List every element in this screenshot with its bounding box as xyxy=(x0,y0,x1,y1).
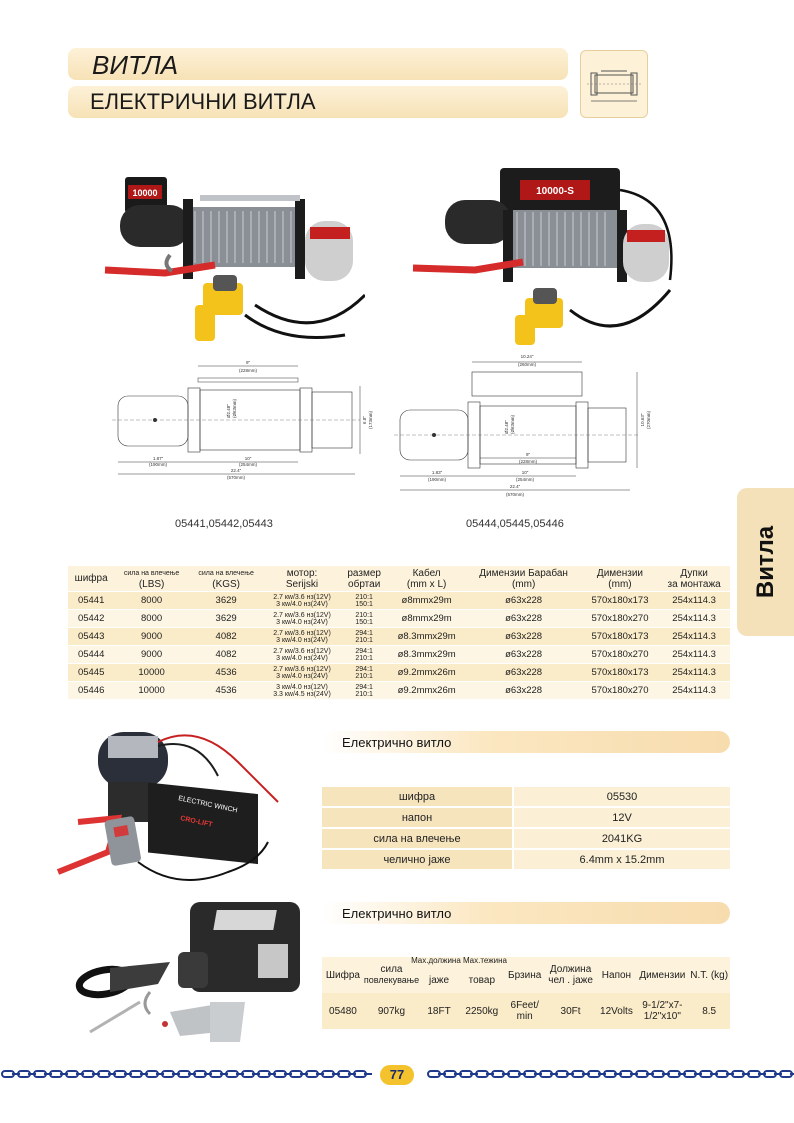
cell-kgs: 4082 xyxy=(189,646,264,664)
dim-d1-mm-left: (190mm) xyxy=(148,462,168,467)
dim-top-left: 9" xyxy=(245,360,251,365)
cell-holes: 254x114.3 xyxy=(658,682,730,700)
cell-dims: 570x180x270 xyxy=(582,610,659,628)
cell-drum: ø63x228 xyxy=(466,628,582,646)
cell-code: 05442 xyxy=(68,610,114,628)
col-s2-weight: товар xyxy=(459,957,505,993)
table-row xyxy=(68,646,730,664)
page-number-badge: 77 xyxy=(380,1065,414,1085)
caption-left-models: 05441,05442,05443 xyxy=(175,518,273,530)
cell-lbs: 9000 xyxy=(114,646,189,664)
dim-total-left: 22.4" xyxy=(230,468,242,473)
cell-drum: ø63x228 xyxy=(466,592,582,610)
col-s2-length: Max.должина Max.тежина јаже xyxy=(419,957,459,993)
side-tab-label: Витла xyxy=(751,525,779,599)
cell-holes: 254x114.3 xyxy=(658,664,730,682)
cell-kgs: 4082 xyxy=(189,628,264,646)
winch-photo-left xyxy=(95,155,365,355)
table-row xyxy=(68,592,730,610)
dim-total-mm-right: (570mm) xyxy=(505,492,525,497)
dim-mid-mm-right: (228mm) xyxy=(518,459,538,464)
footer-chain-right xyxy=(426,1068,794,1080)
electric-winch-label: ELECTRIC WINCH xyxy=(177,795,239,815)
cell-cable: ø8.3mmx29m xyxy=(388,628,466,646)
cell-kgs: 3629 xyxy=(189,610,264,628)
cell-cable: ø8mmx29m xyxy=(388,610,466,628)
col-s2-nt: N.T. (kg) xyxy=(688,957,730,993)
spec-label: шифра xyxy=(322,787,513,807)
cell-drum: ø63x228 xyxy=(466,682,582,700)
dim-d2-mm-left: (254mm) xyxy=(238,462,258,467)
spec-label: сила на влечење xyxy=(322,828,513,849)
col-s2-cable: Должина чел . јаже xyxy=(545,957,597,993)
dim-height-mm-right: (270mm) xyxy=(646,410,651,430)
cell-lbs: 10000 xyxy=(114,664,189,682)
crolift-label: CRO-LIFT xyxy=(179,815,213,829)
dim-drum-left: Ø2.48" xyxy=(226,404,231,418)
dim-top-mm-left: (228mm) xyxy=(238,368,258,373)
s2-voltage: 12Volts xyxy=(596,993,636,1029)
cell-ratio: 210:1 150:1 xyxy=(341,610,388,628)
section-header-electric-winch-1 xyxy=(322,731,730,753)
cell-drum: ø63x228 xyxy=(466,646,582,664)
cell-kgs: 4536 xyxy=(189,664,264,682)
cell-kgs: 4536 xyxy=(189,682,264,700)
page-title: ВИТЛА xyxy=(92,50,179,80)
page-subtitle: ЕЛЕКТРИЧНИ ВИТЛА xyxy=(90,89,316,114)
section-header-electric-winch-2 xyxy=(322,902,730,924)
section-title-1: Електрично витло xyxy=(342,735,452,750)
cell-motor: 2.7 кw/3.6 нз(12V) 3 кw/4.0 нз(24V) xyxy=(263,628,340,646)
cell-lbs: 8000 xyxy=(114,592,189,610)
electric-winch-photo xyxy=(48,722,313,892)
table-row xyxy=(322,849,730,870)
cell-cable: ø9.2mmx26m xyxy=(388,682,466,700)
electric-winch-specs-table xyxy=(322,787,730,871)
cell-motor: 2.7 кw/3.6 нз(12V) 3 кw/4.0 нз(24V) xyxy=(263,646,340,664)
s2-length: 18FT xyxy=(419,993,459,1029)
title-bar xyxy=(68,48,568,80)
cell-code: 05441 xyxy=(68,592,114,610)
col-code: шифра xyxy=(68,566,114,592)
cell-code: 05443 xyxy=(68,628,114,646)
col-s2-dims: Димензии xyxy=(636,957,688,993)
s2-code: 05480 xyxy=(322,993,364,1029)
cell-code: 05445 xyxy=(68,664,114,682)
spec-table-header xyxy=(68,566,730,592)
cell-ratio: 210:1 150:1 xyxy=(341,592,388,610)
category-side-tab[interactable] xyxy=(737,488,794,636)
spec-table xyxy=(68,566,730,699)
cell-holes: 254x114.3 xyxy=(658,592,730,610)
s2-dims: 9-1/2"x7- 1/2"x10" xyxy=(636,993,688,1029)
spec-label: челично јаже xyxy=(322,849,513,870)
winch-label-left: 10000 xyxy=(132,188,158,198)
winch-label-right: 10000-S xyxy=(536,186,574,197)
col-ratio: размер обртаи xyxy=(341,566,388,592)
col-lbs: сила на влечење (LBS) xyxy=(114,566,189,592)
col-drum: Димензии Барабан (mm) xyxy=(466,566,582,592)
cell-lbs: 9000 xyxy=(114,628,189,646)
col-s2-force: сила повлекување xyxy=(364,957,419,993)
dim-d2-mm-right: (254mm) xyxy=(515,477,535,482)
dim-drum-mm-left: (Ø63mm) xyxy=(232,399,237,418)
cell-code: 05444 xyxy=(68,646,114,664)
cell-dims: 570x180x173 xyxy=(582,592,659,610)
s2-weight: 2250kg xyxy=(459,993,505,1029)
s2-nt: 8.5 xyxy=(688,993,730,1029)
cell-motor: 3 кw/4.0 нз(12V) 3.3 кw/4.5 нз(24V) xyxy=(263,682,340,700)
technical-drawing-right xyxy=(392,350,662,502)
dim-height-right: 10.63" xyxy=(640,413,645,427)
cell-holes: 254x114.3 xyxy=(658,628,730,646)
dim-d2-left: 10" xyxy=(244,456,252,461)
dim-total-right: 22.4" xyxy=(509,484,521,489)
cell-cable: ø8.3mmx29m xyxy=(388,646,466,664)
dim-d1-mm-right: (190mm) xyxy=(427,477,447,482)
cell-drum: ø63x228 xyxy=(466,664,582,682)
spec-label: напон xyxy=(322,807,513,828)
compact-winch-photo xyxy=(70,892,315,1057)
cell-holes: 254x114.3 xyxy=(658,646,730,664)
table-row xyxy=(322,828,730,849)
col-s2-speed: Брзина xyxy=(505,957,545,993)
cell-code: 05446 xyxy=(68,682,114,700)
dim-top-right: 10.24" xyxy=(520,354,534,359)
table-row xyxy=(322,787,730,807)
dim-total-mm-left: (570mm) xyxy=(226,475,246,480)
dim-d1-left: 1.87" xyxy=(152,456,164,461)
table-row xyxy=(68,664,730,682)
dim-drum-right: Ø2.48" xyxy=(504,420,509,434)
cell-lbs: 10000 xyxy=(114,682,189,700)
spec-value: 12V xyxy=(513,807,730,828)
cell-ratio: 294:1 210:1 xyxy=(341,646,388,664)
cell-dims: 570x180x270 xyxy=(582,646,659,664)
col-s2-code: Шифра xyxy=(322,957,364,993)
s2-group-header: Max.должина Max.тежина xyxy=(411,956,507,965)
col-s2-voltage: Напон xyxy=(596,957,636,993)
table-row xyxy=(322,993,730,1029)
table-row xyxy=(68,682,730,700)
technical-drawing-left xyxy=(110,358,380,488)
cell-kgs: 3629 xyxy=(189,592,264,610)
winch-thumbnail-icon xyxy=(580,50,648,118)
dim-drum-mm-right: (Ø63mm) xyxy=(510,415,515,434)
spec-value: 6.4mm x 15.2mm xyxy=(513,849,730,870)
section-title-2: Електрично витло xyxy=(342,906,452,921)
footer-chain-left xyxy=(0,1068,372,1080)
dim-d2-right: 10" xyxy=(521,470,529,475)
cell-dims: 570x180x270 xyxy=(582,682,659,700)
cell-dims: 570x180x173 xyxy=(582,628,659,646)
cell-lbs: 8000 xyxy=(114,610,189,628)
dim-d1-right: 1.83" xyxy=(431,470,443,475)
winch-photo-right xyxy=(405,150,675,350)
table-row xyxy=(68,628,730,646)
cell-ratio: 294:1 210:1 xyxy=(341,628,388,646)
table-row xyxy=(322,807,730,828)
col-kgs: сила на влечење (KGS) xyxy=(189,566,264,592)
s2-force: 907kg xyxy=(364,993,419,1029)
dim-top-mm-right: (260mm) xyxy=(517,362,537,367)
dim-height-mm-left: (173mm) xyxy=(368,410,373,430)
dim-height-left: 6.8" xyxy=(362,416,367,424)
spec-value: 2041KG xyxy=(513,828,730,849)
table-row xyxy=(68,610,730,628)
caption-right-models: 05444,05445,05446 xyxy=(466,518,564,530)
compact-winch-specs-table xyxy=(322,957,730,1029)
col-holes: Дупки за монтажа xyxy=(658,566,730,592)
cell-cable: ø9.2mmx26m xyxy=(388,664,466,682)
col-motor: мотор: Serijski xyxy=(263,566,340,592)
cell-ratio: 294:1 210:1 xyxy=(341,664,388,682)
cell-cable: ø8mmx29m xyxy=(388,592,466,610)
cell-motor: 2.7 кw/3.6 нз(12V) 3 кw/4.0 нз(24V) xyxy=(263,664,340,682)
cell-drum: ø63x228 xyxy=(466,610,582,628)
s2-cable: 30Ft xyxy=(545,993,597,1029)
cell-ratio: 294:1 210:1 xyxy=(341,682,388,700)
dim-mid-right: 9" xyxy=(525,452,531,457)
cell-motor: 2.7 кw/3.6 нз(12V) 3 кw/4.0 нз(24V) xyxy=(263,610,340,628)
col-cable: Кабел (mm x L) xyxy=(388,566,466,592)
cell-dims: 570x180x173 xyxy=(582,664,659,682)
spec-value: 05530 xyxy=(513,787,730,807)
col-dims: Димензии (mm) xyxy=(582,566,659,592)
cell-motor: 2.7 кw/3.6 нз(12V) 3 кw/4.0 нз(24V) xyxy=(263,592,340,610)
subtitle-bar xyxy=(68,86,568,118)
s2-speed: 6Feet/ min xyxy=(505,993,545,1029)
cell-holes: 254x114.3 xyxy=(658,610,730,628)
